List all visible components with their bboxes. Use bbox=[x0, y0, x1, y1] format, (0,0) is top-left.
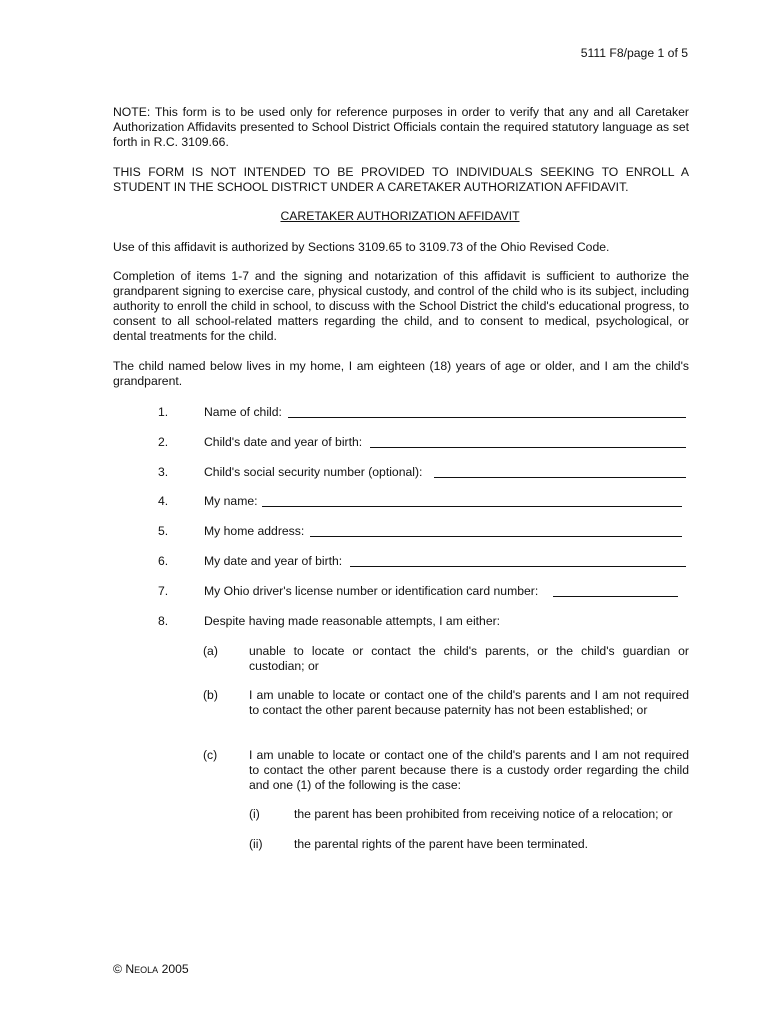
subitem-label: (c) bbox=[203, 748, 218, 762]
note-paragraph: NOTE: This form is to be used only for reference purposes in order to verify that any and all Caretaker Authorization Affidavits presented to School District Officials contain the required statutory language as set forth in R.C. 3109.66. bbox=[113, 105, 689, 149]
form-item-child-ssn bbox=[0, 465, 770, 480]
license-field[interactable] bbox=[553, 584, 678, 597]
item-number: 5. bbox=[158, 524, 169, 538]
item-number: 8. bbox=[158, 614, 169, 628]
subsubitem-label: (ii) bbox=[249, 837, 263, 851]
item-label: Despite having made reasonable attempts, I am either: bbox=[204, 614, 501, 628]
subitem-label: (a) bbox=[203, 644, 218, 658]
subsubitem-text: the parent has been prohibited from receiving notice of a relocation; or bbox=[294, 807, 673, 821]
subsubitem-label: (i) bbox=[249, 807, 260, 821]
item-label: My name: bbox=[204, 494, 258, 508]
footer-org: Neola bbox=[125, 962, 159, 976]
subitem-label: (b) bbox=[203, 688, 218, 702]
subitem-text: unable to locate or contact the child's parents, or the child's guardian or custodian; or bbox=[249, 644, 689, 673]
home-address-field[interactable] bbox=[310, 524, 682, 537]
subitem-text: I am unable to locate or contact one of the child's parents and I am not required to contact the other parent because there is a custody order regarding the child and one (1) of the following is the case: bbox=[249, 748, 689, 792]
item-number: 6. bbox=[158, 554, 169, 568]
subitem-text: I am unable to locate or contact one of the child's parents and I am not required to contact the other parent because paternity has not been established; or bbox=[249, 688, 689, 717]
item-number: 3. bbox=[158, 465, 169, 479]
form-item-child-birth bbox=[0, 435, 770, 450]
my-birth-field[interactable] bbox=[350, 554, 686, 567]
child-ssn-field[interactable] bbox=[434, 465, 686, 478]
child-name-field[interactable] bbox=[288, 405, 686, 418]
item-label: Name of child: bbox=[204, 405, 282, 419]
item-number: 4. bbox=[158, 494, 169, 508]
use-statement: Use of this affidavit is authorized by Sections 3109.65 to 3109.73 of the Ohio Revised Code. bbox=[113, 240, 610, 254]
form-item-attempts bbox=[0, 614, 770, 629]
grandparent-statement: The child named below lives in my home, I am eighteen (18) years of age or older, and I am the child's grandparent. bbox=[113, 359, 689, 388]
form-item-license bbox=[0, 584, 770, 599]
completion-paragraph: Completion of items 1-7 and the signing and notarization of this affidavit is sufficient to authorize the grandparent signing to exercise care, physical custody, and control of the child who is its subject, including authority to enroll the child in school, to discuss with the School District the child's educational progress, to consent to all school-related matters regarding the child, and to consent to medical, psychological, or dental treatments for the child. bbox=[113, 269, 689, 343]
warning-paragraph: THIS FORM IS NOT INTENDED TO BE PROVIDED TO INDIVIDUALS SEEKING TO ENROLL A STUDENT IN THE SCHOOL DISTRICT UNDER A CARETAKER AUTHORIZATION AFFIDAVIT. bbox=[113, 165, 689, 194]
item-number: 1. bbox=[158, 405, 169, 419]
item-label: My date and year of birth: bbox=[204, 554, 343, 568]
form-item-child-name bbox=[0, 405, 770, 420]
item-label: My Ohio driver's license number or identification card number: bbox=[204, 584, 539, 598]
item-number: 2. bbox=[158, 435, 169, 449]
subsubitem-text: the parental rights of the parent have been terminated. bbox=[294, 837, 589, 851]
form-item-my-birth bbox=[0, 554, 770, 569]
document-title: CARETAKER AUTHORIZATION AFFIDAVIT bbox=[280, 209, 520, 223]
form-item-my-name bbox=[0, 494, 770, 509]
copyright-symbol: © bbox=[113, 962, 122, 976]
child-birth-field[interactable] bbox=[370, 435, 686, 448]
form-item-home-address bbox=[0, 524, 770, 539]
item-label: My home address: bbox=[204, 524, 305, 538]
item-label: Child's social security number (optional): bbox=[204, 465, 423, 479]
my-name-field[interactable] bbox=[262, 494, 682, 507]
footer-year: 2005 bbox=[161, 962, 189, 976]
item-number: 7. bbox=[158, 584, 169, 598]
item-label: Child's date and year of birth: bbox=[204, 435, 363, 449]
page-reference: 5111 F8/page 1 of 5 bbox=[580, 46, 688, 60]
copyright-footer bbox=[113, 962, 189, 976]
